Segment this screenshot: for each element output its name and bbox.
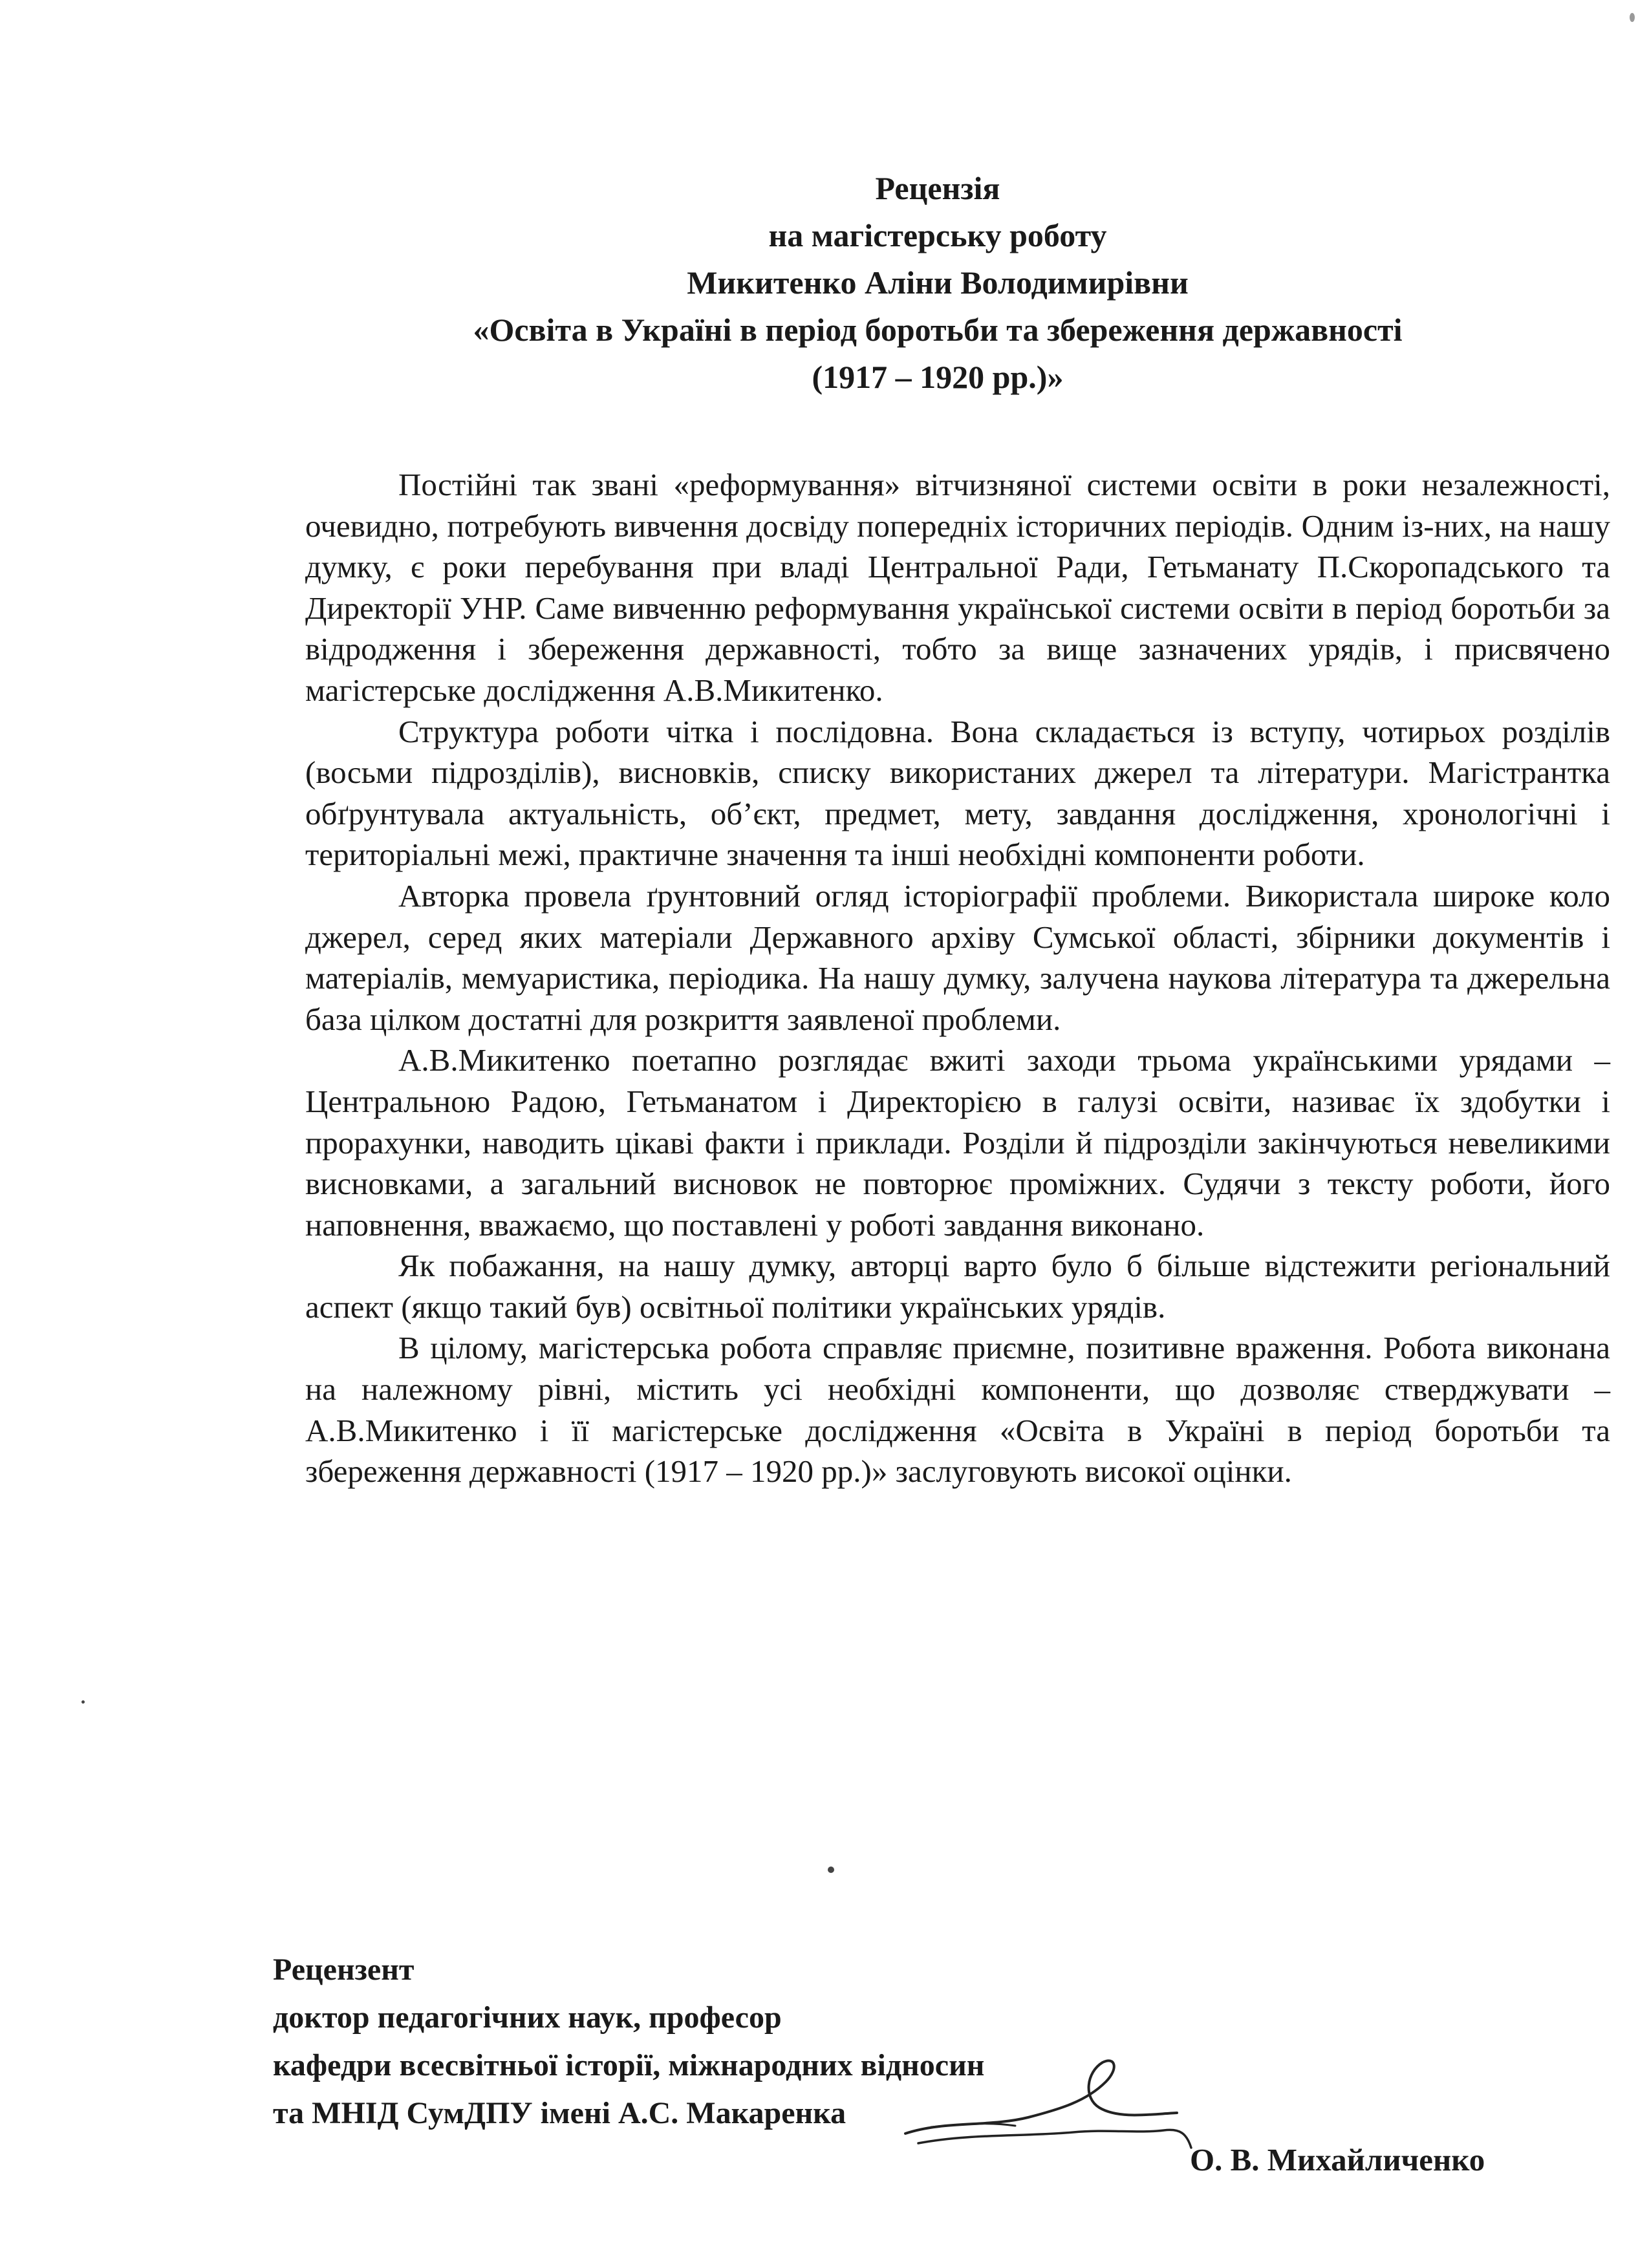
paragraph: В цілому, магістерська робота справляє приємне, позитивне враження. Робота виконана на належному рівні, містить усі необхідні компоненти, що дозволяє стверджувати – А.В.Микитенко і її магістерське дослідження «Освіта в Україні в період боротьби та збереження державності (1917 – 1920 рр.)» заслуговують високої оцінки. — [305, 1330, 1610, 1490]
title-line-2: на магістерську роботу — [768, 217, 1107, 253]
reviewer-institution: та МНІД СумДПУ імені А.С. Макаренка — [273, 2096, 846, 2130]
scan-speck — [81, 1700, 85, 1704]
reviewer-degree: доктор педагогічних наук, професор — [273, 2000, 782, 2035]
review-body — [305, 464, 1610, 1492]
handwritten-signature-icon — [892, 2037, 1216, 2153]
title-line-4: «Освіта в Україні в період боротьби та збереження державності — [473, 312, 1403, 348]
reviewer-department: кафедри всесвітньої історії, міжнародних відносин — [273, 2048, 985, 2082]
paragraph: Постійні так звані «реформування» вітчизняної системи освіти в роки незалежності, очевидно, потребують вивчення досвіду попередніх історичних періодів. Одним із-них, на нашу думку, є роки перебування при владі Центральної Ради, Гетьманату П.Скоропадського та Директорії УНР. Саме вивченню реформування української системи освіти в період боротьби за відродження і збереження державності, тобто за вище зазначених урядів, і присвячено магістерське дослідження А.В.Микитенко. — [305, 467, 1610, 708]
paragraph: Як побажання, на нашу думку, авторці варто було б більше відстежити регіональний аспект (якщо такий був) освітньої політики українських урядів. — [305, 1248, 1610, 1325]
reviewer-role: Рецензент — [273, 1952, 415, 1987]
scan-speck — [1630, 13, 1635, 22]
document-title — [323, 165, 1552, 401]
paragraph: Авторка провела ґрунтовний огляд історіографії проблеми. Використала широке коло джерел, серед яких матеріали Державного архіву Сумської області, збірники документів і матеріалів, мемуаристика, періодика. На нашу думку, залучена наукова література та джерельна база цілком достатні для розкриття заявленої проблеми. — [305, 877, 1610, 1037]
paragraph: Структура роботи чітка і послідовна. Вона складається із вступу, чотирьох розділів (восьми підрозділів), висновків, списку використаних джерел та літератури. Магістрантка обґрунтувала актуальність, об’єкт, предмет, мету, завдання дослідження, хронологічні і територіальні межі, практичне значення та інші необхідні компоненти роботи. — [305, 713, 1610, 873]
scan-speck — [828, 1867, 834, 1873]
title-line-1: Рецензія — [875, 170, 1000, 206]
title-line-5: (1917 – 1920 рр.)» — [812, 359, 1064, 395]
title-line-3: Микитенко Аліни Володимирівни — [687, 264, 1189, 301]
reviewer-name: О. В. Михайличенко — [1190, 2142, 1485, 2177]
paragraph: А.В.Микитенко поетапно розглядає вжиті заходи трьома українськими урядами – Центральною Радою, Гетьманатом і Директорією в галузі освіти, називає їх здобутки і прорахунки, наводить цікаві факти і приклади. Розділи й підрозділи закінчуються невеликими висновками, а загальний висновок не повторює проміжних. Судячи з тексту роботи, його наповнення, вважаємо, що поставлені у роботі завдання виконано. — [305, 1042, 1610, 1243]
